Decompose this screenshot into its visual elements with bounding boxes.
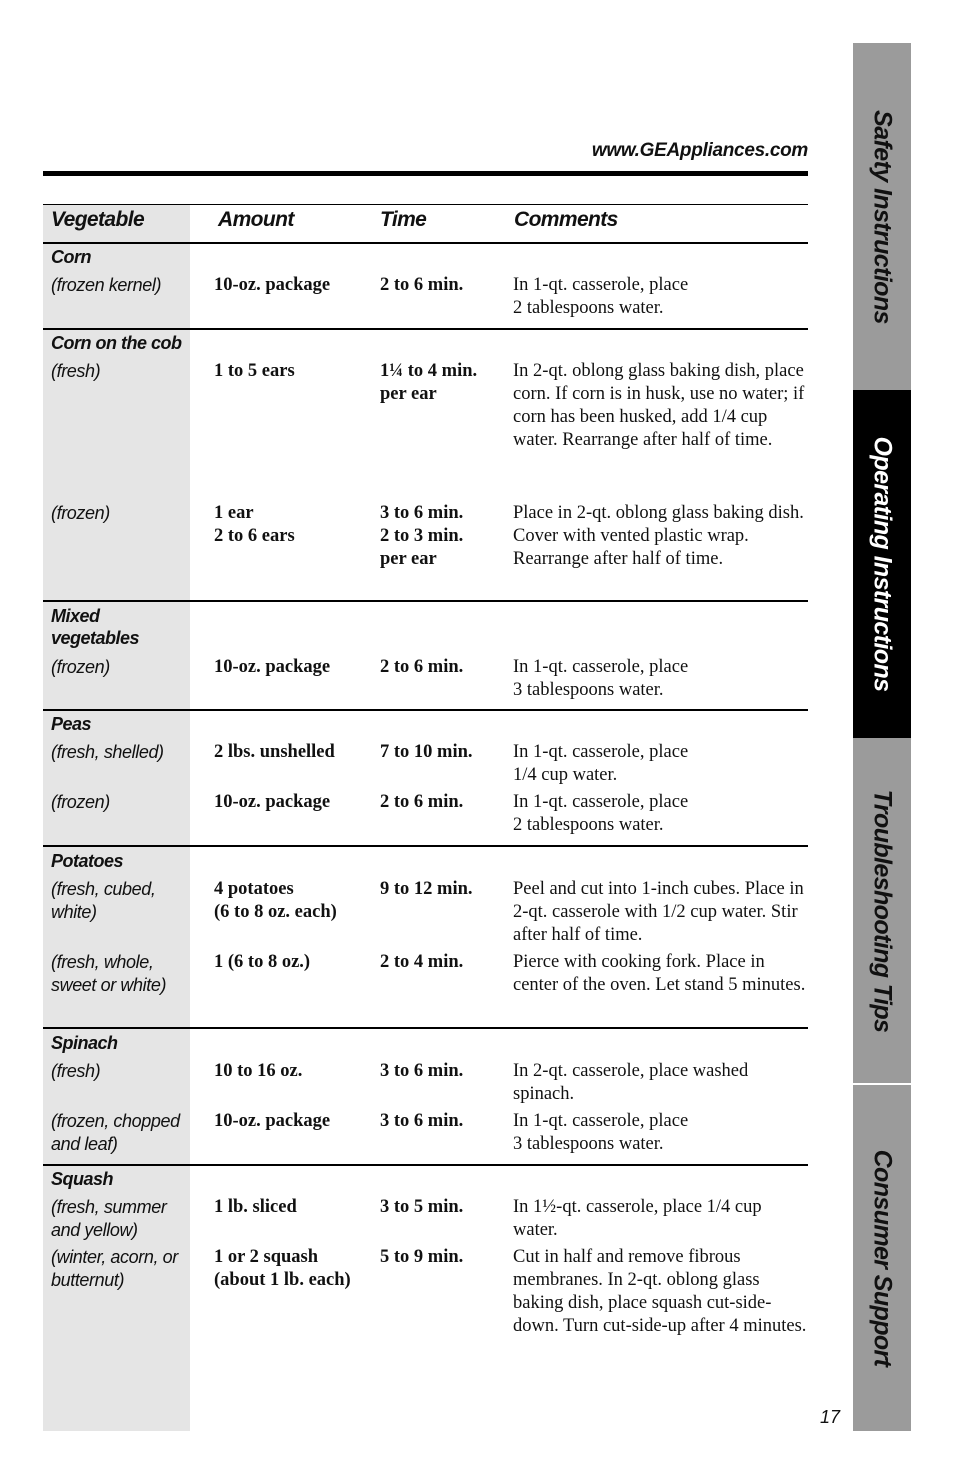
amount-cell: 10-oz. package: [214, 657, 331, 677]
section-corn: [43, 244, 808, 330]
time-cell: 2 to 6 min.: [380, 792, 464, 812]
time-cell: 2 to 6 min.: [380, 275, 464, 295]
vegetable-variant: (fresh): [51, 361, 101, 381]
column-header-vegetable: Vegetable: [51, 208, 145, 231]
vegetable-variant: (fresh, summer and yellow): [51, 1197, 167, 1240]
section-title: Corn on the cob: [51, 333, 182, 353]
tab-troubleshooting-tips[interactable]: [853, 738, 911, 1083]
section-title: Corn: [51, 247, 91, 267]
time-cell: 5 to 9 min.: [380, 1247, 464, 1267]
comments-cell: Pierce with cooking fork. Place in center of the oven. Let stand 5 minutes.: [513, 952, 806, 995]
column-header-amount: Amount: [218, 208, 294, 231]
vegetable-variant: (fresh, cubed, white): [51, 879, 156, 922]
comments-cell: In 1-qt. casserole, place 3 tablespoons water.: [513, 1111, 689, 1154]
vegetable-variant: (fresh, shelled): [51, 742, 164, 762]
vegetable-variant: (frozen kernel): [51, 275, 162, 295]
page-url: www.GEAppliances.com: [591, 140, 808, 161]
comments-cell: Place in 2-qt. oblong glass baking dish. Cover with vented plastic wrap. Rearrange after half of time.: [513, 503, 804, 569]
page-number: 17: [819, 1407, 840, 1427]
amount-cell: 1 (6 to 8 oz.): [214, 952, 311, 972]
vegetable-variant: (frozen): [51, 792, 110, 812]
vegetable-variant: (winter, acorn, or butternut): [51, 1247, 178, 1290]
amount-cell: 10-oz. package: [214, 792, 331, 812]
amount-cell: 1 lb. sliced: [214, 1197, 297, 1217]
comments-cell: In 2-qt. oblong glass baking dish, place corn. If corn is in husk, use no water; if corn has been husked, add 1/4 cup water. Rearrange after half of time.: [513, 361, 805, 450]
amount-cell: 4 potatoes (6 to 8 oz. each): [214, 879, 337, 922]
section-title: Squash: [51, 1169, 114, 1189]
time-cell: 2 to 6 min.: [380, 657, 464, 677]
amount-cell: 10-oz. package: [214, 1111, 331, 1131]
section-mixed-vegetables: [43, 603, 808, 711]
amount-cell: 2 lbs. unshelled: [214, 742, 335, 762]
comments-cell: In 1½-qt. casserole, place 1/4 cup water.: [513, 1197, 762, 1240]
time-cell: 1¼ to 4 min. per ear: [380, 361, 478, 404]
comments-cell: In 1-qt. casserole, place 1/4 cup water.: [513, 742, 689, 785]
section-spinach: [43, 1030, 808, 1166]
tab-operating-instructions[interactable]: [853, 390, 911, 738]
comments-cell: Peel and cut into 1-inch cubes. Place in 2-qt. casserole with 1/2 cup water. Stir after half of time.: [513, 879, 804, 945]
comments-cell: In 2-qt. casserole, place washed spinach.: [513, 1061, 749, 1104]
amount-cell: 10 to 16 oz.: [214, 1061, 303, 1081]
section-title: Potatoes: [51, 851, 124, 871]
vegetable-variant: (frozen): [51, 503, 110, 523]
comments-cell: In 1-qt. casserole, place 2 tablespoons water.: [513, 275, 689, 318]
table-top-rule: [43, 204, 808, 205]
time-cell: 9 to 12 min.: [380, 879, 473, 899]
section-peas: [43, 711, 808, 847]
column-header-time: Time: [380, 208, 427, 231]
amount-cell: 10-oz. package: [214, 275, 331, 295]
amount-cell: 1 or 2 squash (about 1 lb. each): [214, 1247, 351, 1290]
section-title: Peas: [51, 714, 92, 734]
time-cell: 3 to 5 min.: [380, 1197, 464, 1217]
amount-cell: 1 ear 2 to 6 ears: [214, 503, 295, 546]
section-squash: [43, 1166, 808, 1386]
tab-safety-instructions[interactable]: [853, 43, 911, 390]
time-cell: 3 to 6 min.: [380, 1061, 464, 1081]
tab-label: Consumer Support: [868, 1149, 897, 1367]
tab-label: Operating Instructions: [868, 436, 897, 692]
vegetable-variant: (fresh, whole, sweet or white): [51, 952, 167, 995]
time-cell: 3 to 6 min. 2 to 3 min. per ear: [380, 503, 464, 569]
amount-cell: 1 to 5 ears: [214, 361, 295, 381]
section-potatoes: [43, 848, 808, 1029]
tab-label: Troubleshooting Tips: [868, 789, 897, 1032]
vegetable-variant: (frozen): [51, 657, 110, 677]
time-cell: 7 to 10 min.: [380, 742, 473, 762]
section-title: Mixed vegetables: [51, 606, 140, 648]
comments-cell: Cut in half and remove fibrous membranes. In 2-qt. oblong glass baking dish, place squash cut-side-down. Turn cut-side-up after 4 minutes.: [513, 1247, 807, 1336]
vegetable-variant: (fresh): [51, 1061, 101, 1081]
section-title: Spinach: [51, 1033, 118, 1053]
comments-cell: In 1-qt. casserole, place 2 tablespoons water.: [513, 792, 689, 835]
section-corn-on-the-cob: [43, 330, 808, 602]
vegetable-variant: (frozen, chopped and leaf): [51, 1111, 180, 1154]
time-cell: 2 to 4 min.: [380, 952, 464, 972]
header-rule: [43, 171, 808, 176]
time-cell: 3 to 6 min.: [380, 1111, 464, 1131]
comments-cell: In 1-qt. casserole, place 3 tablespoons water.: [513, 657, 689, 700]
tab-consumer-support[interactable]: [853, 1085, 911, 1431]
column-header-comments: Comments: [514, 208, 618, 231]
tab-label: Safety Instructions: [868, 109, 897, 324]
